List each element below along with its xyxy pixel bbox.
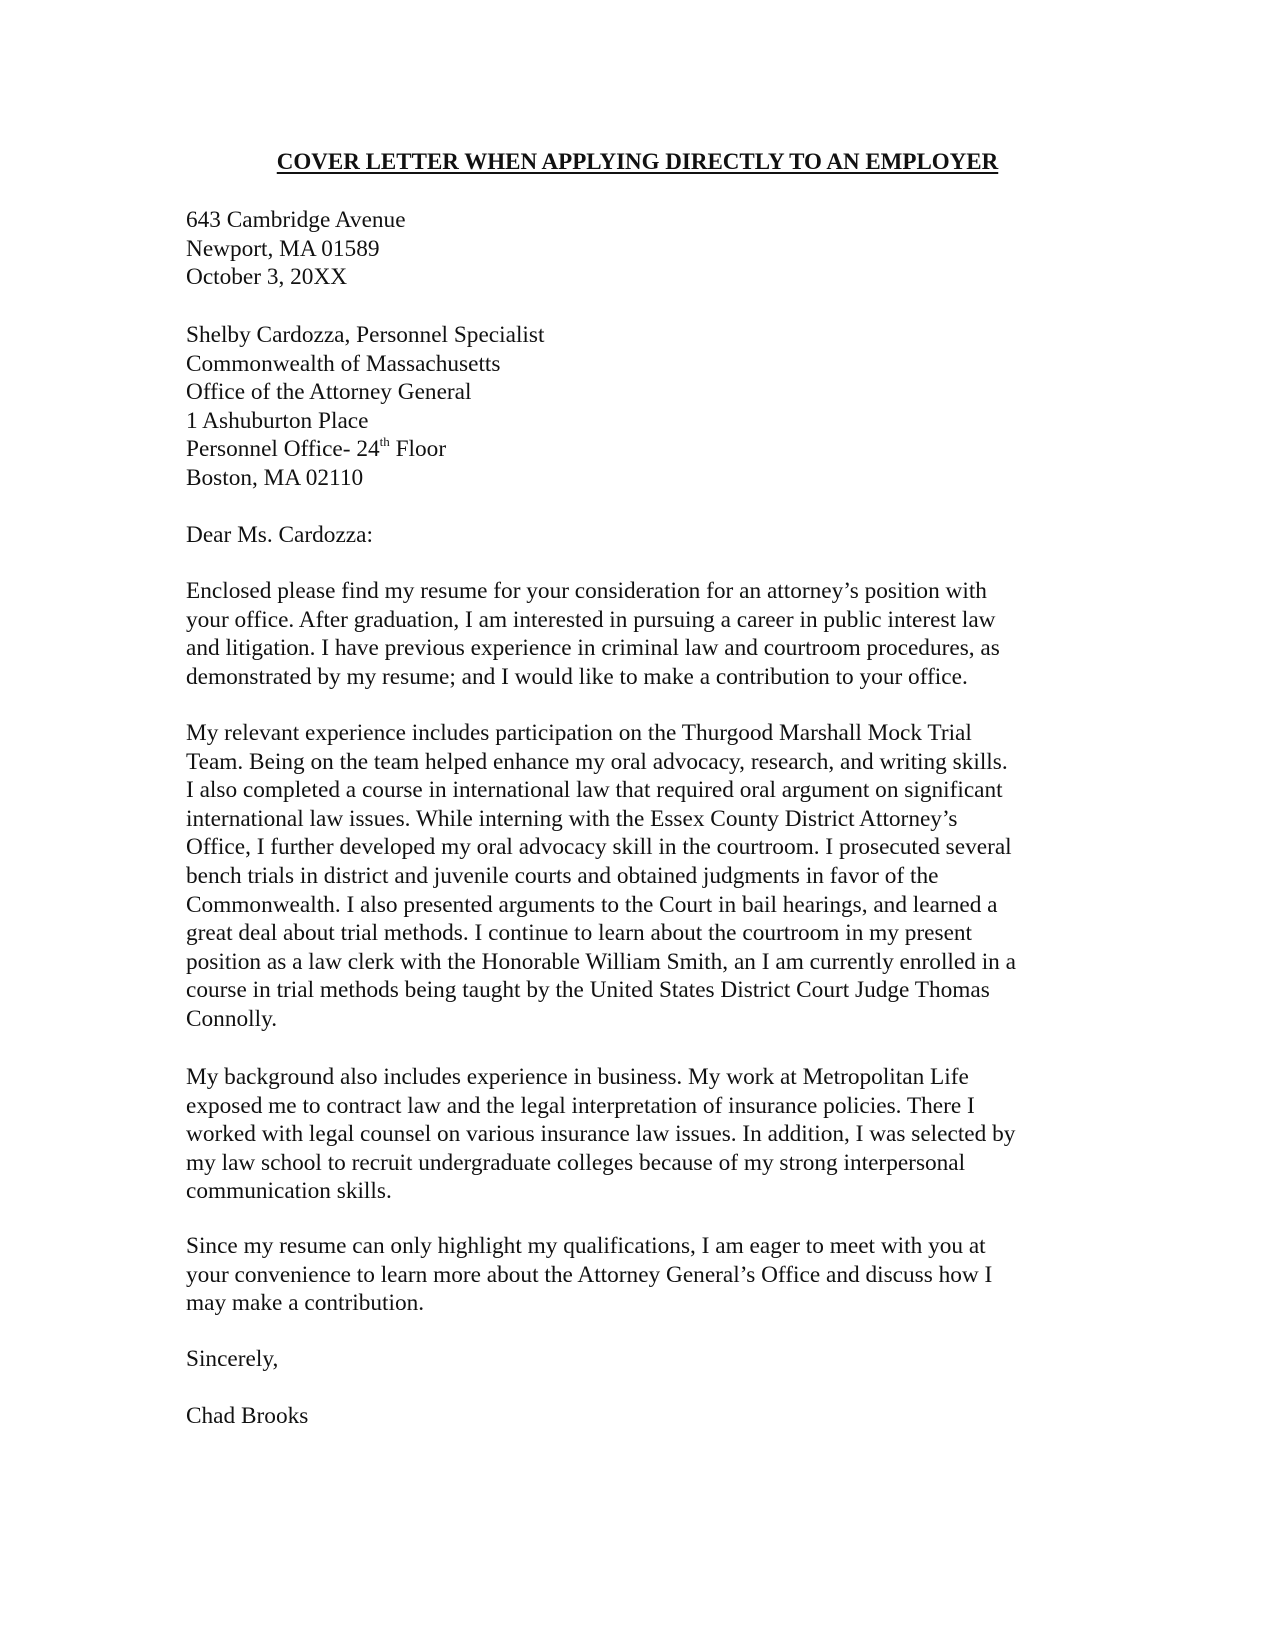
recipient-street: 1 Ashuburton Place: [186, 407, 369, 434]
recipient-floor-prefix: Personnel Office- 24: [186, 436, 380, 463]
recipient-office: Office of the Attorney General: [186, 379, 472, 406]
salutation: Dear Ms. Cardozza:: [186, 522, 373, 548]
body-paragraph-1: Enclosed please find my resume for your consideration for an attorney’s position with your office. After graduation, I am interested in pursuing a career in public interest law and litigation. I have previous experience in criminal law and courtroom procedures, as demonstrated by my resume; and I would like to make a contribution to your office.: [186, 578, 1000, 690]
letter-date: October 3, 20XX: [186, 264, 348, 291]
body-paragraph-4: Since my resume can only highlight my qualifications, I am eager to meet with you at your convenience to learn more about the Attorney General’s Office and discuss how I may make a contribution.: [186, 1233, 993, 1317]
recipient-org: Commonwealth of Massachusetts: [186, 350, 501, 377]
recipient-floor: [186, 435, 1091, 464]
recipient-floor-superscript: th: [379, 433, 390, 449]
body-paragraph-2: My relevant experience includes participation on the Thurgood Marshall Mock Trial Team. Being on the team helped enhance my oral advocacy, research, and writing skills. I also completed a course in international law that required oral argument on significant international law issues. While interning with the Essex County District Attorney’s Office, I further developed my oral advocacy skill in the courtroom. I prosecuted several bench trials in district and juvenile courts and obtained judgments in favor of the Commonwealth. I also presented arguments to the Court in bail hearings, and learned a great deal about trial methods. I continue to learn about the courtroom in my present position as a law clerk with the Honorable William Smith, an I am currently enrolled in a course in trial methods being taught by the United States District Court Judge Thomas Connolly.: [186, 720, 1016, 1032]
recipient-address: [186, 321, 1091, 493]
body-paragraph-3: My background also includes experience in business. My work at Metropolitan Life exposed me to contract law and the legal interpretation of insurance policies. There I worked with legal counsel on various insurance law issues. In addition, I was selected by my law school to recruit undergraduate colleges because of my strong interpersonal communication skills.: [186, 1064, 1016, 1205]
closing: Sincerely,: [186, 1346, 279, 1372]
sender-city: Newport, MA 01589: [186, 235, 380, 262]
recipient-city: Boston, MA 02110: [186, 464, 364, 491]
recipient-name: Shelby Cardozza, Personnel Specialist: [186, 322, 545, 348]
letter-title: COVER LETTER WHEN APPLYING DIRECTLY TO AN EMPLOYER: [276, 149, 999, 174]
sender-street: 643 Cambridge Avenue: [186, 207, 406, 233]
signature-name: Chad Brooks: [186, 1403, 309, 1429]
sender-address: [186, 206, 1091, 292]
recipient-floor-suffix: Floor: [389, 436, 447, 463]
